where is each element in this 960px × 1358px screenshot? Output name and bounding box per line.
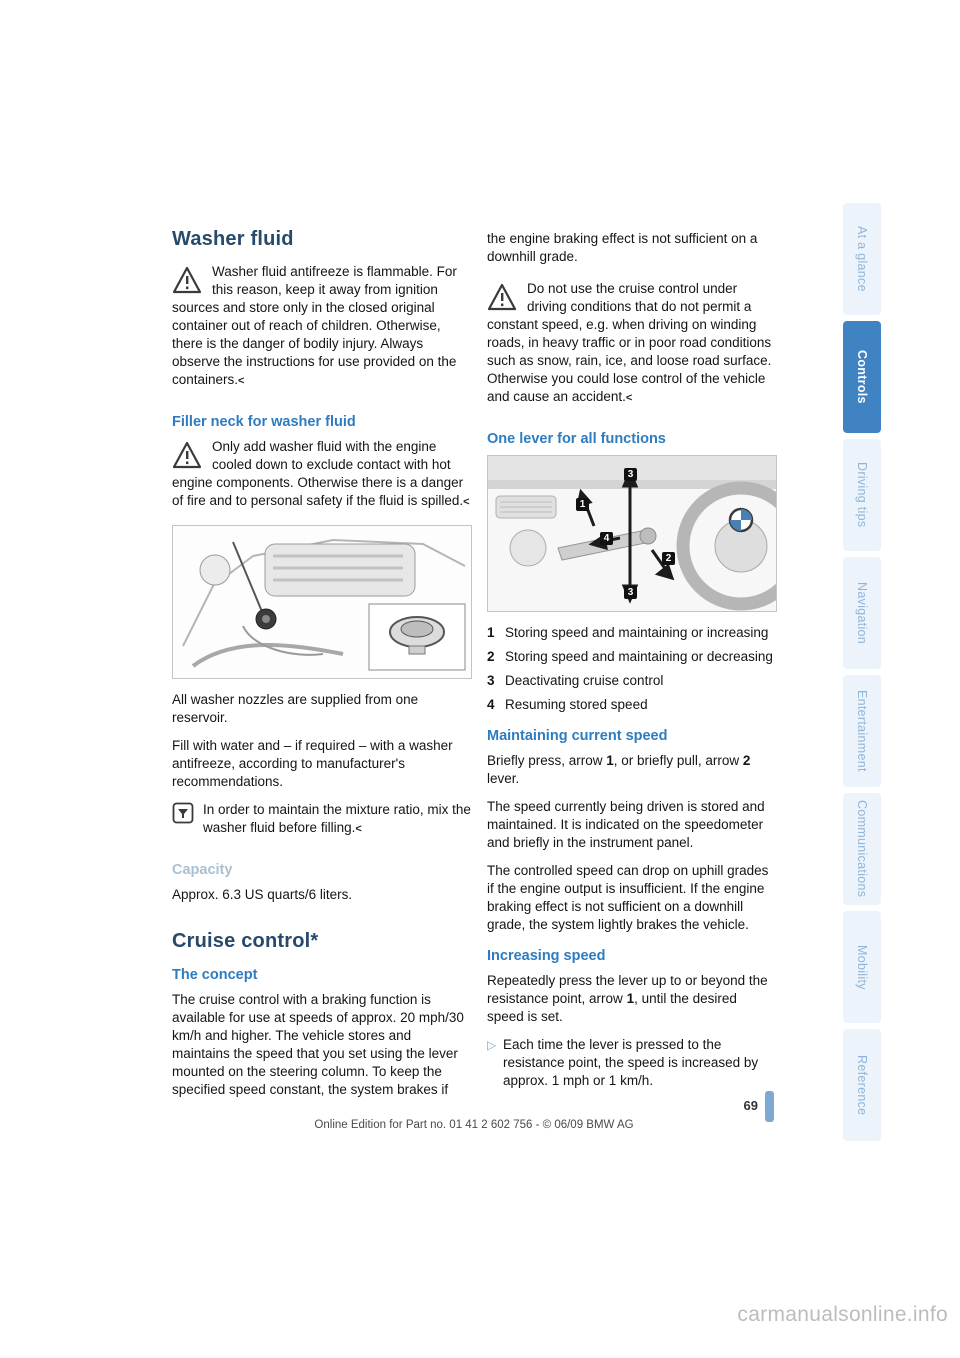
left-column: [172, 228, 472, 1109]
tab-controls: [843, 321, 881, 433]
text-run: lever.: [487, 771, 520, 786]
tab-label: Driving tips: [855, 462, 869, 528]
maintaining-speed-heading: Maintaining current speed: [487, 728, 668, 744]
text-run: , until the desired speed is set.: [487, 991, 737, 1024]
mixture-tip-text: In order to maintain the mixture ratio, mix the washer fluid before filling.: [203, 802, 471, 835]
item-text: Deactivating cruise control: [505, 673, 664, 688]
footer-edition-line: Online Edition for Part no. 01 41 2 602 756 - © 06/09 BMW AG: [314, 1119, 634, 1131]
warning-triangle-icon: [172, 440, 202, 472]
list-item: [487, 648, 777, 666]
cruise-warning-paragraph: [487, 280, 777, 407]
text-run: Briefly press, arrow: [487, 753, 607, 768]
warning-triangle-icon: [487, 282, 517, 314]
tab-label: Navigation: [855, 581, 869, 645]
mixture-tip-paragraph: [172, 801, 472, 838]
page-number: 69: [743, 1098, 758, 1113]
bullet-paragraph: [487, 1036, 777, 1090]
item-number: 4: [487, 697, 495, 712]
concept-continuation-paragraph: the engine braking effect is not sufficient on a downhill grade.: [487, 231, 758, 264]
figure-callout: 4: [600, 532, 613, 545]
figure-callout: 1: [576, 498, 589, 511]
tab-navigation: [843, 557, 881, 669]
bullet-text: Each time the lever is pressed to the resistance point, the speed is increased by approx. 1 mph or 1 km/h.: [503, 1037, 759, 1088]
capacity-value: Approx. 6.3 US quarts/6 liters.: [172, 887, 353, 902]
list-item: [487, 696, 777, 714]
concept-heading: The concept: [172, 967, 258, 983]
washer-warning-text: Washer fluid antifreeze is flammable. For this reason, keep it away from ignition sources and store only in the closed original container out of reach of children. Otherwise, there is the danger of bodily injury. Always observe the instructions for use provided on the containers.: [172, 264, 457, 387]
item-number: 2: [487, 649, 495, 664]
item-text: Storing speed and maintaining or decreasing: [505, 649, 773, 664]
list-item: [487, 624, 777, 642]
filler-warning-text: Only add washer fluid with the engine cooled down to exclude contact with hot engine components. Otherwise there is a danger of fire and to personal safety if the fluid is spilled.: [172, 439, 464, 508]
one-lever-heading: One lever for all functions: [487, 431, 666, 447]
right-column: [487, 230, 777, 1090]
arrow-ref-1: 1: [626, 991, 635, 1006]
tab-entertainment: [843, 675, 881, 787]
figure-callout: 2: [662, 552, 675, 565]
item-text: Storing speed and maintaining or increasing: [505, 625, 769, 640]
maintaining-paragraph-3: The controlled speed can drop on uphill grades if the engine output is insufficient. If the engine braking effect is not sufficient on a downhill grade, the system lightly brakes the vehicle.: [487, 863, 769, 932]
tab-label: Reference: [855, 1054, 869, 1116]
nozzles-paragraph: All washer nozzles are supplied from one reservoir.: [172, 692, 419, 725]
tab-driving-tips: [843, 439, 881, 551]
filler-warning-paragraph: [172, 438, 472, 511]
text-run: Repeatedly press the lever up to or beyond the resistance point, arrow: [487, 973, 768, 1006]
item-number: 3: [487, 673, 495, 688]
figure-callout: 3: [624, 468, 637, 481]
item-text: Resuming stored speed: [505, 697, 648, 712]
lever-function-list: [487, 624, 777, 714]
site-watermark: carmanualsonline.info: [737, 1303, 948, 1326]
tab-mobility: [843, 911, 881, 1023]
capacity-heading: Capacity: [172, 862, 233, 878]
maintaining-paragraph-2: The speed currently being driven is stored and maintained. It is indicated on the speedometer and briefly in the instrument panel.: [487, 799, 765, 850]
cruise-lever-figure: [487, 455, 777, 612]
tab-label: Mobility: [855, 944, 869, 990]
increasing-speed-heading: Increasing speed: [487, 948, 606, 964]
cruise-warning-text: Do not use the cruise control under driving conditions that do not permit a constant speed, e.g. when driving on winding roads, in heavy traffic or in poor road conditions such as snow, rain, ice, and loose road surface. Otherwise you could lose control of the vehicle and cause an accident.: [487, 281, 772, 404]
text-run: , or briefly pull, arrow: [613, 753, 743, 768]
concept-paragraph: The cruise control with a braking function is available for use at speeds of approx. 20 mph/30 km/h and higher. The vehicle stores and maintains the speed that you set using the lever mounted on the steering column. To keep the specified speed constant, the system brakes if: [172, 992, 464, 1097]
filler-neck-heading: Filler neck for washer fluid: [172, 414, 356, 430]
arrow-ref-1: 1: [606, 753, 614, 768]
maintaining-paragraph-1: [487, 752, 777, 788]
cruise-control-heading: Cruise control*: [172, 930, 319, 952]
tab-label: Controls: [855, 350, 869, 404]
tip-note-icon: [172, 802, 194, 824]
increasing-paragraph: [487, 972, 777, 1026]
warning-triangle-icon: [172, 265, 202, 297]
end-marker: <: [625, 392, 633, 404]
engine-bay-illustration: [173, 526, 471, 678]
tab-communications: [843, 793, 881, 905]
tab-at-a-glance: [843, 203, 881, 315]
engine-bay-figure: [172, 525, 472, 679]
list-item: [487, 672, 777, 690]
washer-warning-paragraph: [172, 263, 472, 390]
tab-label: Communications: [855, 800, 869, 898]
tab-reference: [843, 1029, 881, 1141]
arrow-ref-2: 2: [742, 753, 751, 768]
page-number-marker: [765, 1091, 774, 1122]
section-tab-rail: [843, 203, 883, 1163]
end-marker: <: [238, 375, 245, 387]
tab-label: At a glance: [855, 226, 869, 292]
fill-paragraph: Fill with water and – if required – with a washer antifreeze, according to manufacturer's recommendations.: [172, 738, 453, 789]
triangle-bullet-icon: ▷: [487, 1038, 497, 1052]
figure-callout: 3: [624, 586, 637, 599]
washer-fluid-heading: Washer fluid: [172, 228, 294, 250]
end-marker: <: [463, 496, 470, 508]
item-number: 1: [487, 625, 495, 640]
tab-label: Entertainment: [855, 690, 869, 772]
end-marker: <: [355, 823, 362, 835]
